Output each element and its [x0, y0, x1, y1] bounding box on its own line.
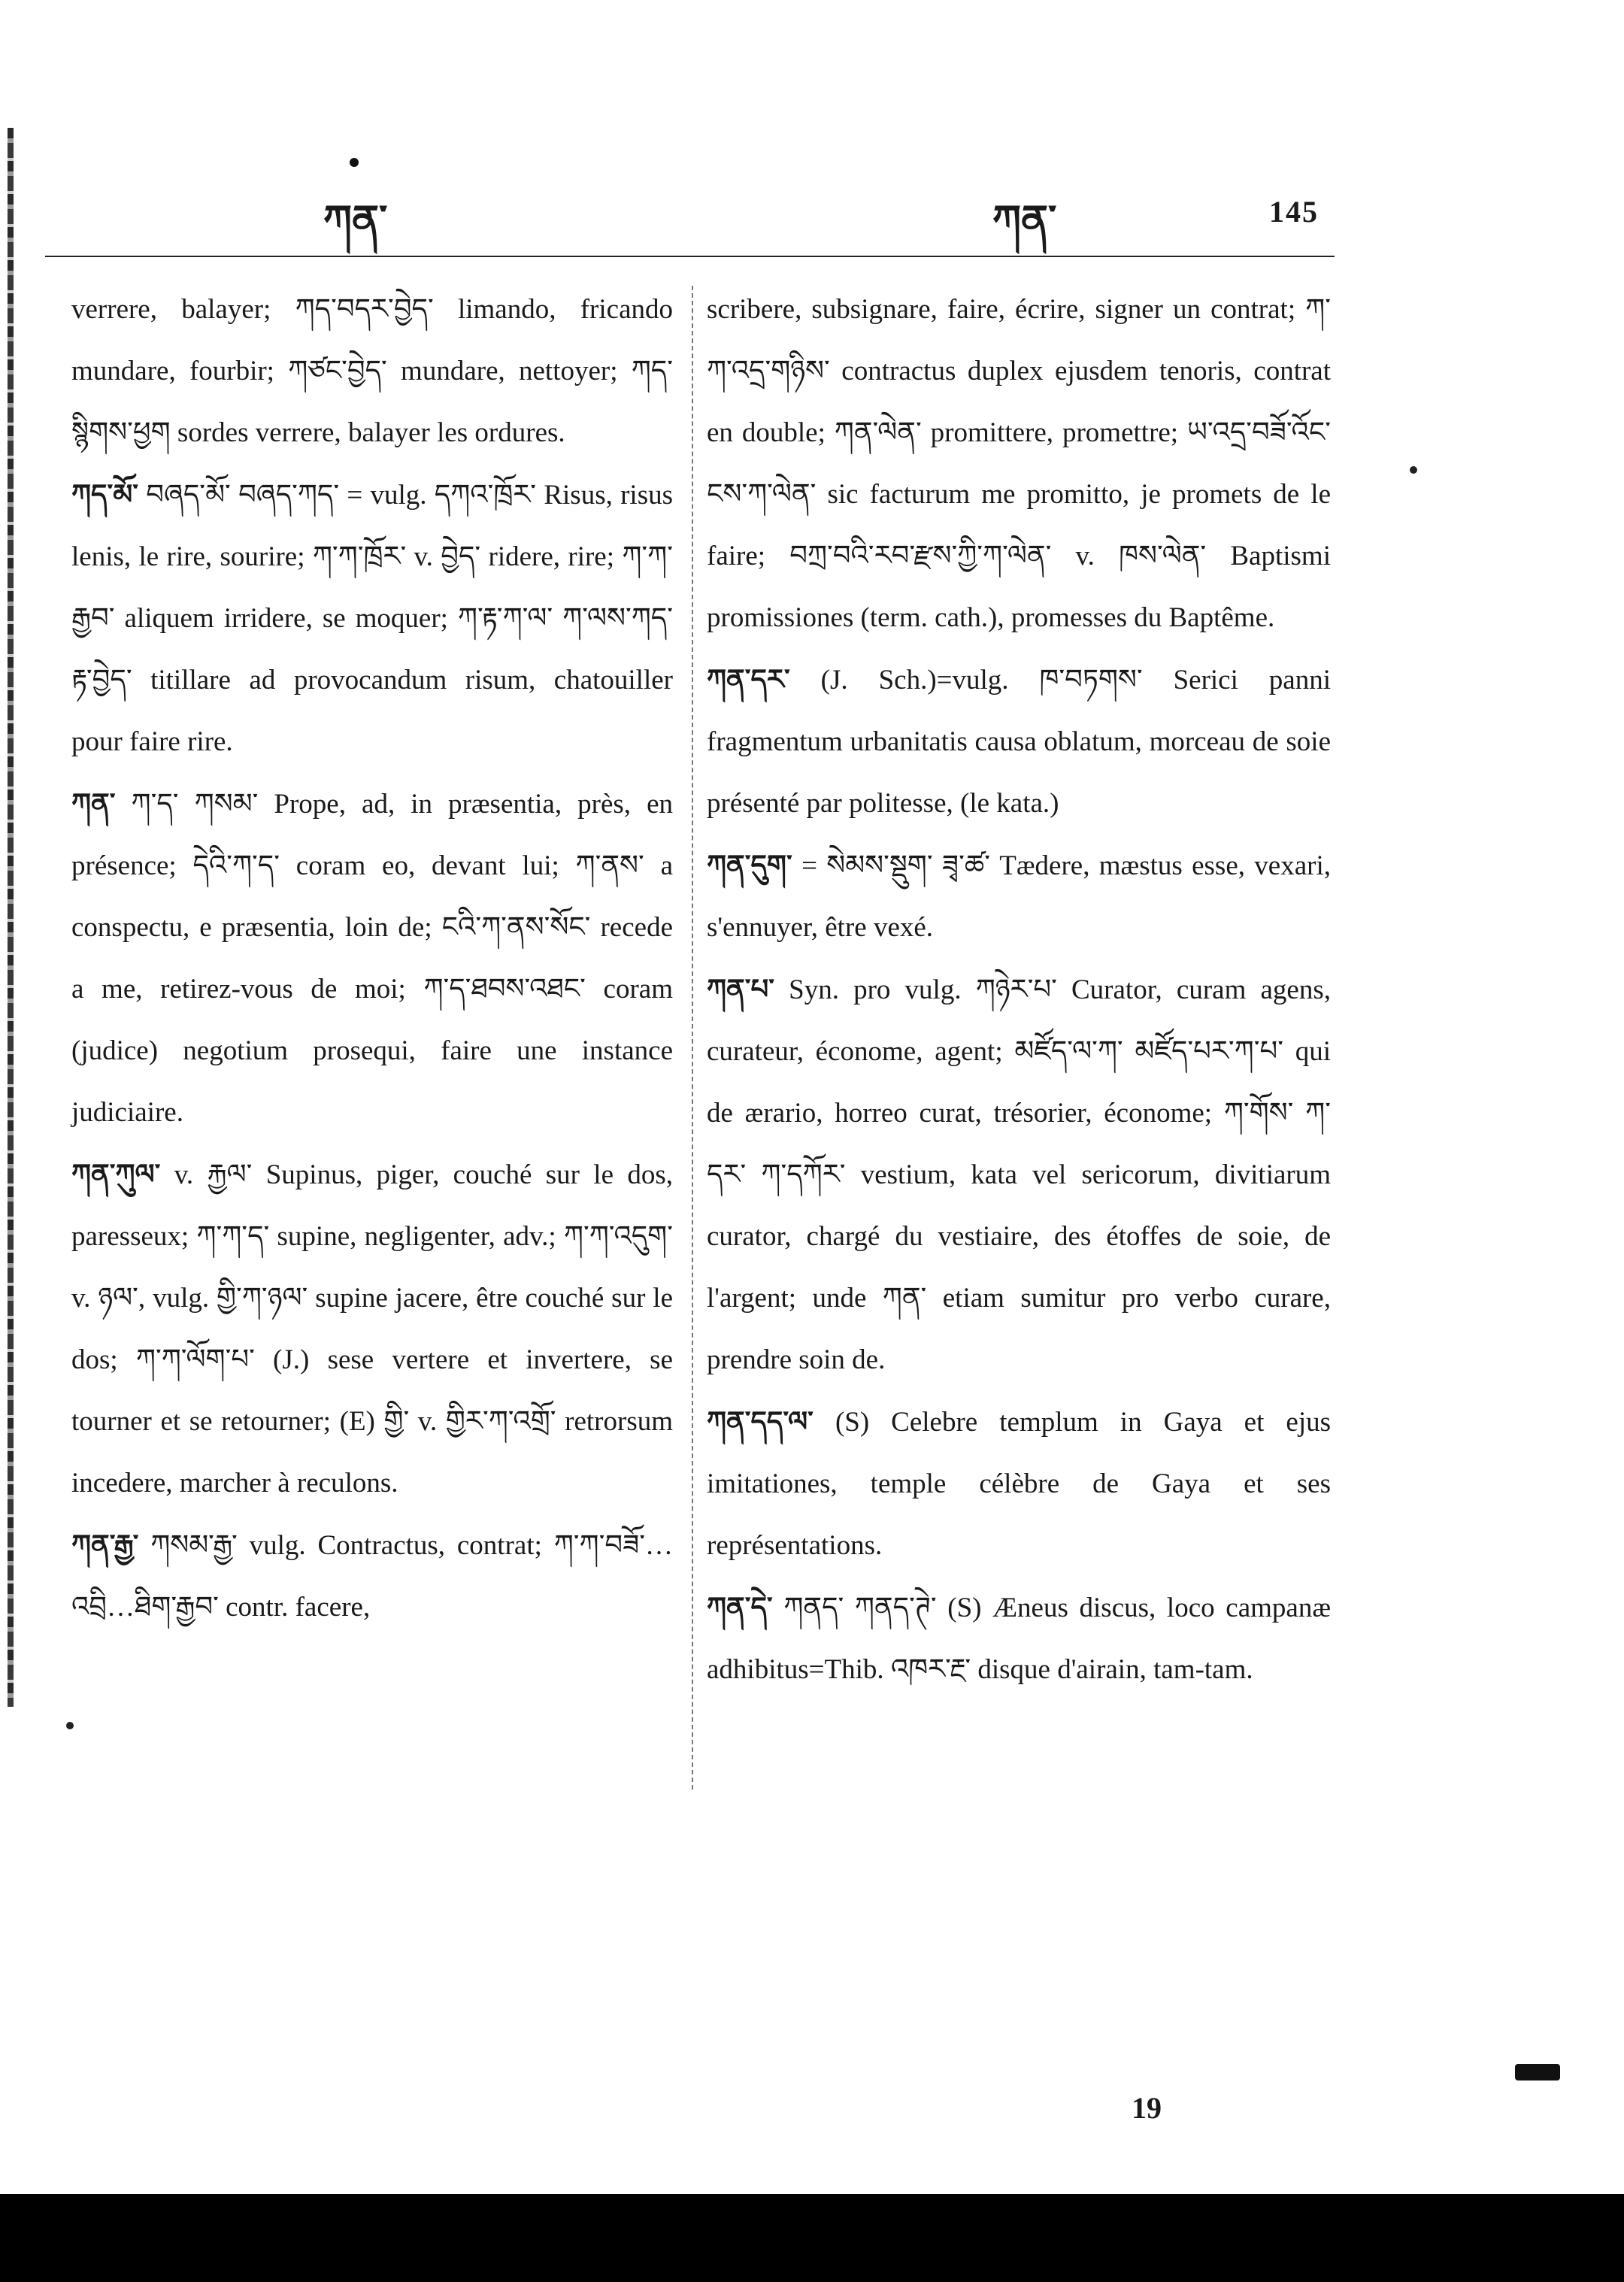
- scan-edge-shadow: [8, 128, 14, 1707]
- entry-headword: ཀན་པ་: [707, 973, 774, 1005]
- entry-text: Syn. pro vulg. ཀཉེར་པ་ Curator, curam agens, curateur, économe, agent; མཛོད་ལ་ཀ་ མཛོད་པར་ཀ་པ་ qui de ærario, horreo curat, trésorier, économe; ཀ་གོས་ ཀ་དར་ ཀ་དཀོར་ vestium, kata vel sericorum, divitiarum curator, chargé du vestiaire, des étoffes de soie, de l'argent; unde ཀན་ etiam sumitur pro verbo curare, prendre soin de.: [707, 974, 1332, 1375]
- header-rule: [45, 256, 1335, 257]
- entry-headword: ཀད་མོ་: [71, 478, 138, 511]
- entry-text: (S) Celebre templum in Gaya et ejus imitationes, temple célèbre de Gaya et ses représentations.: [707, 1407, 1332, 1561]
- entry-text: བཞད་མོ་ བཞད་ཀད་ = vulg. དཀའ་ཁྲོར་ Risus, risus lenis, le rire, sourire; ཀ་ཀ་ཁྲོར་ v. བྱེད་ ridere, rire; ཀ་ཀ་རྒྱབ་ aliquem irridere, se moquer; ཀ་རྟ་ཀ་ལ་ ཀ་ལས་ཀད་རྟ་བྱེད་ titillare ad provocandum risum, chatouiller pour faire rire.: [71, 480, 673, 757]
- dictionary-entry: [71, 1144, 673, 1514]
- entry-text: ཀནད་ ཀནད་ཊེ་ (S) Æneus discus, loco campanæ adhibitus=Thib. འཁར་རྔ་ disque d'airain, tam-tam.: [707, 1593, 1332, 1685]
- dictionary-entry: [707, 835, 1331, 959]
- stray-dot: [1410, 466, 1417, 474]
- stray-dot: [66, 1722, 74, 1729]
- entry-headword: ཀན་ཀུལ་: [71, 1158, 161, 1190]
- right-column: [707, 278, 1331, 1701]
- header-dot: [350, 158, 359, 167]
- dictionary-entry: [707, 649, 1331, 835]
- dictionary-entry: [71, 278, 673, 464]
- left-column: [71, 278, 673, 1638]
- dictionary-entry: [707, 1391, 1331, 1577]
- signature-number: 19: [1132, 2091, 1162, 2125]
- right-header-word: ཀན་: [992, 196, 1057, 244]
- left-header-word: ཀན་: [323, 196, 388, 244]
- entry-headword: ཀན་: [71, 787, 116, 820]
- entry-headword: ཀན་དེ་: [707, 1591, 773, 1623]
- dictionary-entry: [707, 278, 1331, 649]
- dictionary-entry: [71, 1514, 673, 1638]
- entry-headword: ཀན་དུག་: [707, 849, 792, 881]
- entry-text: v. རྐྱལ་ Supinus, piger, couché sur le dos, paresseux; ཀ་ཀ་ད་ supine, negligenter, adv.; ཀ་ཀ་འདུག་ v. ཉལ་, vulg. གྱི་ཀ་ཉལ་ supine jacere, être couché sur le dos; ཀ་ཀ་ལོག་པ་ (J.) sese vertere et invertere, se tourner et se retourner; (E) གྱི་ v. གྱིར་ཀ་འགྲོ་ retrorsum incedere, marcher à reculons.: [71, 1159, 673, 1499]
- bottom-scan-band: [0, 2194, 1624, 2282]
- entry-text: = སེམས་སྡུག་ ཟྭ་ཚ་ Tædere, mæstus esse, vexari, s'ennuyer, être vexé.: [707, 850, 1331, 943]
- entry-text: (J. Sch.)=vulg. ཁ་བཏགས་ Serici panni fragmentum urbanitatis causa oblatum, morceau de soie présenté par politesse, (le kata.): [707, 665, 1331, 819]
- entry-text: verrere, balayer; ཀད་བདར་བྱེད་ limando, fricando mundare, fourbir; ཀཙང་བྱེད་ mundare, nettoyer; ཀད་སྙིགས་ཕྱག sordes verrere, balayer les ordures.: [71, 294, 673, 448]
- dictionary-entry: [707, 959, 1331, 1391]
- entry-text: scribere, subsignare, faire, écrire, signer un contrat; ཀ་ཀ་འདྲ་གཉིས་ contractus duplex ejusdem tenoris, contrat en double; ཀན་ལེན་ promittere, promettre; ཡ་འདྲ་བཟོ་འོང་ངས་ཀ་ལེན་ sic facturum me promitto, je promets de le faire; བཀྲ་བའི་རབ་རྫས་ཀྱི་ཀ་ལེན་ v. ཁས་ལེན་ Baptismi promissiones (term. cath.), promesses du Baptême.: [707, 294, 1331, 633]
- entry-text: ཀ་ད་ ཀསམ་ Prope, ad, in præsentia, près, en présence; དེའི་ཀ་ད་ coram eo, devant lui; ཀ་ནས་ a conspectu, e præsentia, loin de; ངའི་ཀ་ནས་སོང་ recede a me, retirez-vous de moi; ཀ་ད་ཐབས་འཐང་ coram (judice) negotium prosequi, faire une instance judiciaire.: [71, 789, 674, 1128]
- page-number: 145: [1269, 195, 1319, 229]
- column-divider: [692, 286, 693, 1790]
- dictionary-entry: [707, 1577, 1331, 1701]
- entry-text: ཀསམ་རྒྱ་ vulg. Contractus, contrat; ཀ་ཀ་བཟོ་…འབྲི…ཐིག་རྒྱབ་ contr. facere,: [71, 1530, 673, 1623]
- dictionary-entry: [71, 464, 673, 773]
- scan-mark: [1515, 2064, 1560, 2080]
- dictionary-entry: [71, 773, 673, 1144]
- entry-headword: ཀན་རྒྱ་: [71, 1529, 139, 1561]
- entry-headword: ཀན་དར་: [707, 663, 790, 696]
- entry-headword: ཀན་དད་ལ་: [707, 1405, 814, 1438]
